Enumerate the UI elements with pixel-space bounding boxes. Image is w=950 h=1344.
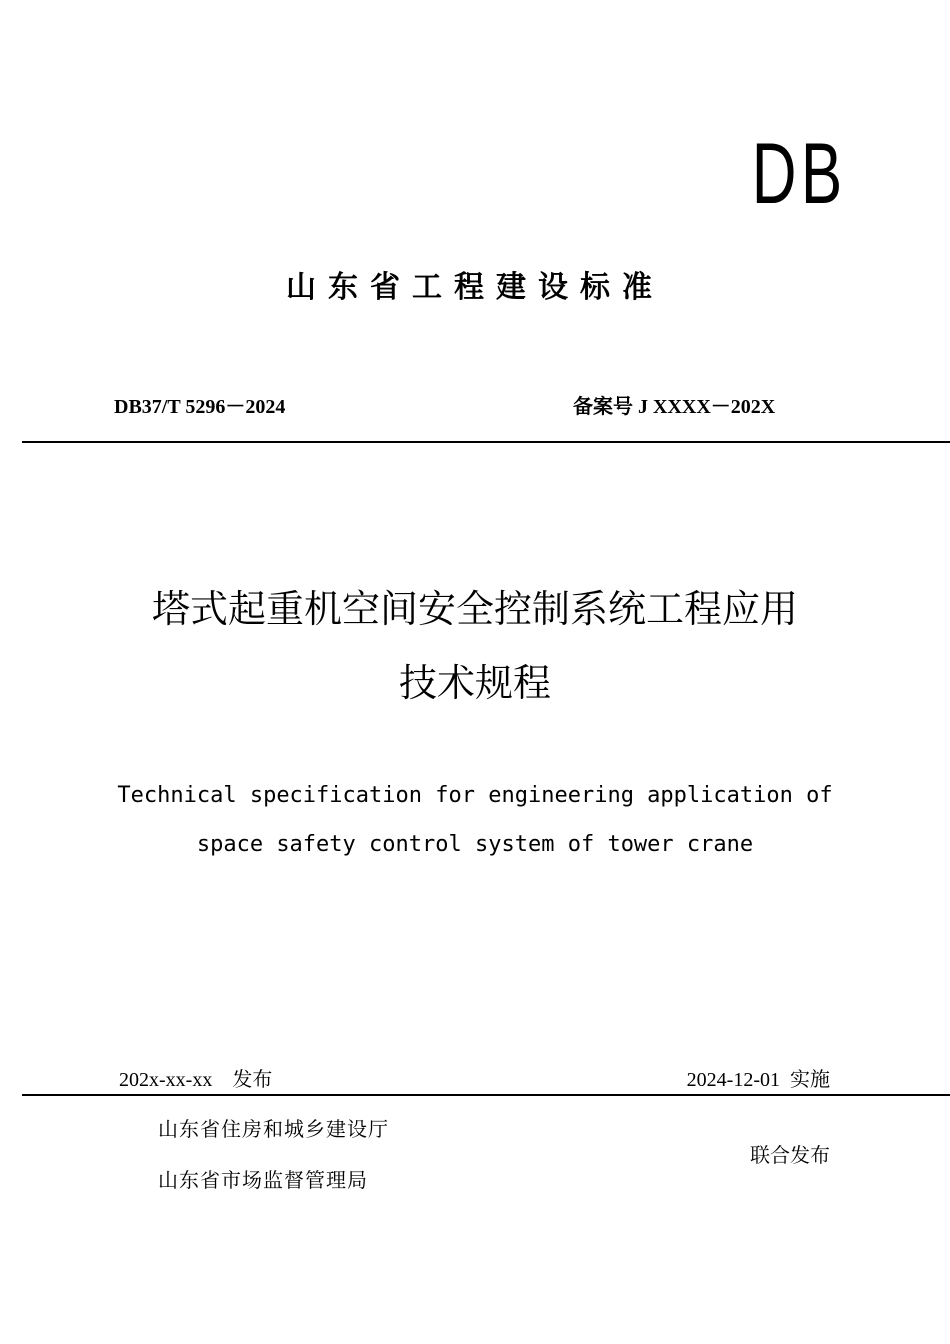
title-cn-line1: 塔式起重机空间安全控制系统工程应用 [151, 587, 798, 631]
publish-date-block [119, 1066, 272, 1093]
top-divider [22, 441, 950, 443]
bottom-divider [22, 1094, 950, 1096]
joint-issue-label: 联合发布 [750, 1143, 830, 1167]
db-mark: DB [751, 126, 846, 222]
implement-date-block [687, 1066, 830, 1093]
publish-date: 202x-xx-xx [119, 1069, 213, 1091]
standard-category: 山东省工程建设标准 [286, 270, 664, 305]
publish-label: 发布 [232, 1067, 273, 1091]
implement-label: 实施 [790, 1067, 830, 1091]
issuer-market-bureau: 山东省市场监督管理局 [158, 1168, 368, 1192]
title-cn-line2: 技术规程 [398, 661, 551, 705]
standard-code: DB37/T 5296－2024 [114, 396, 286, 418]
implement-date: 2024-12-01 [686, 1069, 780, 1091]
title-en-line2: space safety control system of tower crane [196, 832, 754, 857]
title-en-line1: Technical specification for engineering application of [117, 783, 833, 808]
filing-number: 备案号 J XXXX－202X [573, 396, 776, 418]
issuer-housing-department: 山东省住房和城乡建设厅 [158, 1117, 389, 1141]
